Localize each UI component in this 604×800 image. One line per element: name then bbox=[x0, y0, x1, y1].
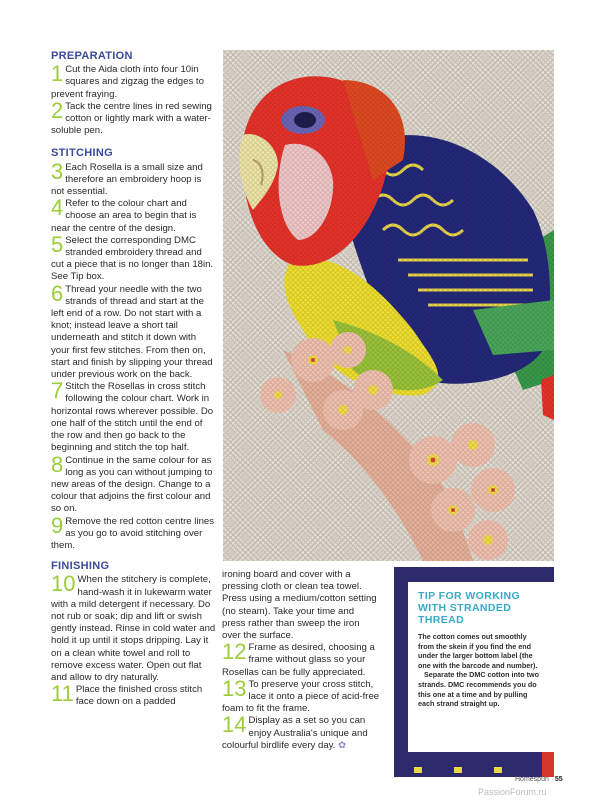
step-number: 6 bbox=[51, 280, 64, 306]
tip-paragraph-1: The cotton comes out smoothly from the skein if you find the end under the larger bottom label (the one with the barcode and number). bbox=[418, 632, 538, 670]
page-number: 55 bbox=[554, 776, 563, 783]
step-text: Place the finished cross stitch face down on a padded bbox=[75, 684, 203, 708]
step-text: Select the corresponding DMC stranded embroidery thread and cut a piece that is no longer than 18in. See Tip box. bbox=[51, 234, 214, 283]
instructions-middle-column bbox=[222, 569, 380, 752]
page-footer bbox=[515, 776, 563, 783]
step-number: 5 bbox=[51, 231, 64, 257]
step-5 bbox=[51, 231, 216, 284]
watermark: PassionForum.ru bbox=[478, 787, 547, 797]
step-8 bbox=[51, 451, 216, 516]
step-text: Display as a set so you can enjoy Australia's unique and colourful birdlife every day. bbox=[222, 715, 368, 751]
magazine-name: Homespun bbox=[515, 776, 549, 783]
tip-title: TIP FOR WORKING WITH STRANDED THREAD bbox=[418, 590, 521, 626]
step-number: 7 bbox=[51, 378, 64, 404]
step-number: 10 bbox=[51, 571, 76, 597]
step-text: Remove the red cotton centre lines as you go to avoid stitching over them. bbox=[51, 515, 215, 551]
step-number: 8 bbox=[51, 451, 64, 477]
step-12 bbox=[222, 639, 380, 679]
step-1 bbox=[51, 61, 216, 101]
stitching-heading: STITCHING bbox=[51, 147, 113, 160]
step-text: To preserve your cross stitch, lace it onto a piece of acid-free foam to fit the frame. bbox=[222, 678, 380, 715]
step-text: Continue in the same colour for as long as you can without jumping to new areas of the design. Change to a colour that adjoins the first colour and so on. bbox=[51, 454, 213, 515]
step-number: 14 bbox=[222, 712, 247, 738]
step-4 bbox=[51, 195, 216, 235]
step-9 bbox=[51, 512, 216, 553]
step-2 bbox=[51, 97, 216, 138]
tip-paragraph-2: Separate the DMC cotton into two strands. DMC recommends you do this one at a time and by pulling each strand straight up. bbox=[418, 670, 539, 709]
instructions-left-column bbox=[51, 50, 216, 709]
step-text: Each Rosella is a small size and therefore an embroidery hoop is not essential. bbox=[51, 161, 203, 198]
step-text: Tack the centre lines in red sewing cotton or lightly mark with a water-soluble pen. bbox=[51, 100, 212, 137]
step-number: 13 bbox=[222, 675, 247, 701]
step-number: 9 bbox=[51, 512, 64, 538]
step-6 bbox=[51, 280, 216, 382]
step-number: 12 bbox=[222, 639, 247, 665]
step-14 bbox=[222, 712, 380, 752]
step-number: 3 bbox=[51, 158, 64, 184]
rosella-cross-stitch-photo bbox=[223, 50, 554, 561]
preparation-heading: PREPARATION bbox=[51, 50, 133, 62]
step-13 bbox=[222, 675, 380, 716]
step-text: Refer to the colour chart and choose an area to begin that is near the centre of the design. bbox=[51, 198, 197, 234]
step-7 bbox=[51, 378, 216, 454]
tip-box bbox=[408, 582, 554, 752]
step-10 bbox=[51, 571, 216, 684]
step-number: 2 bbox=[51, 97, 64, 123]
finishing-heading: FINISHING bbox=[51, 560, 110, 573]
step-11 bbox=[51, 681, 216, 708]
step-text: When the stitchery is complete, hand-wash it in lukewarm water with a mild detergent if necessary. Do not rub or soak; dip and lift or swish gently instead. Rinse in cold water and hold it up until it stops dripping. Lay it on a clean white towel and roll to remove excess water. Open out flat and allow to dry naturally. bbox=[51, 574, 216, 683]
rosella-illustration bbox=[223, 50, 554, 561]
step-text: Cut the Aida cloth into four 10in squares and zigzag the edges to prevent fraying. bbox=[51, 64, 204, 100]
step-number: 11 bbox=[51, 681, 74, 707]
step-text: Stitch the Rosellas in cross stitch following the colour chart. Work in horizontal rows wherever possible. Do one half of the stitch until the end of the row and then go back to the beginning and stitch the top half. bbox=[51, 381, 214, 454]
step-3 bbox=[51, 158, 216, 199]
step-number: 1 bbox=[51, 61, 64, 87]
step-number: 4 bbox=[51, 195, 64, 221]
step-text: Frame as desired, choosing a frame without glass so your Rosellas can be fully appreciated. bbox=[222, 642, 375, 678]
step-text: Thread your needle with the two strands of thread and start at the left end of a row. Do not start with a knot; instead leave a short tail underneath and stitch it down with your first few stitches. From then on, start and finish by slipping your thread under previous work on the back. bbox=[51, 283, 213, 381]
end-mark-icon: ✿ bbox=[338, 739, 347, 751]
step-11-continued: ironing board and cover with a pressing cloth or clean tea towel. Press using a medium/cotton setting (no steam). Take your time and press rather than sweep the iron over the surface. bbox=[222, 569, 377, 642]
